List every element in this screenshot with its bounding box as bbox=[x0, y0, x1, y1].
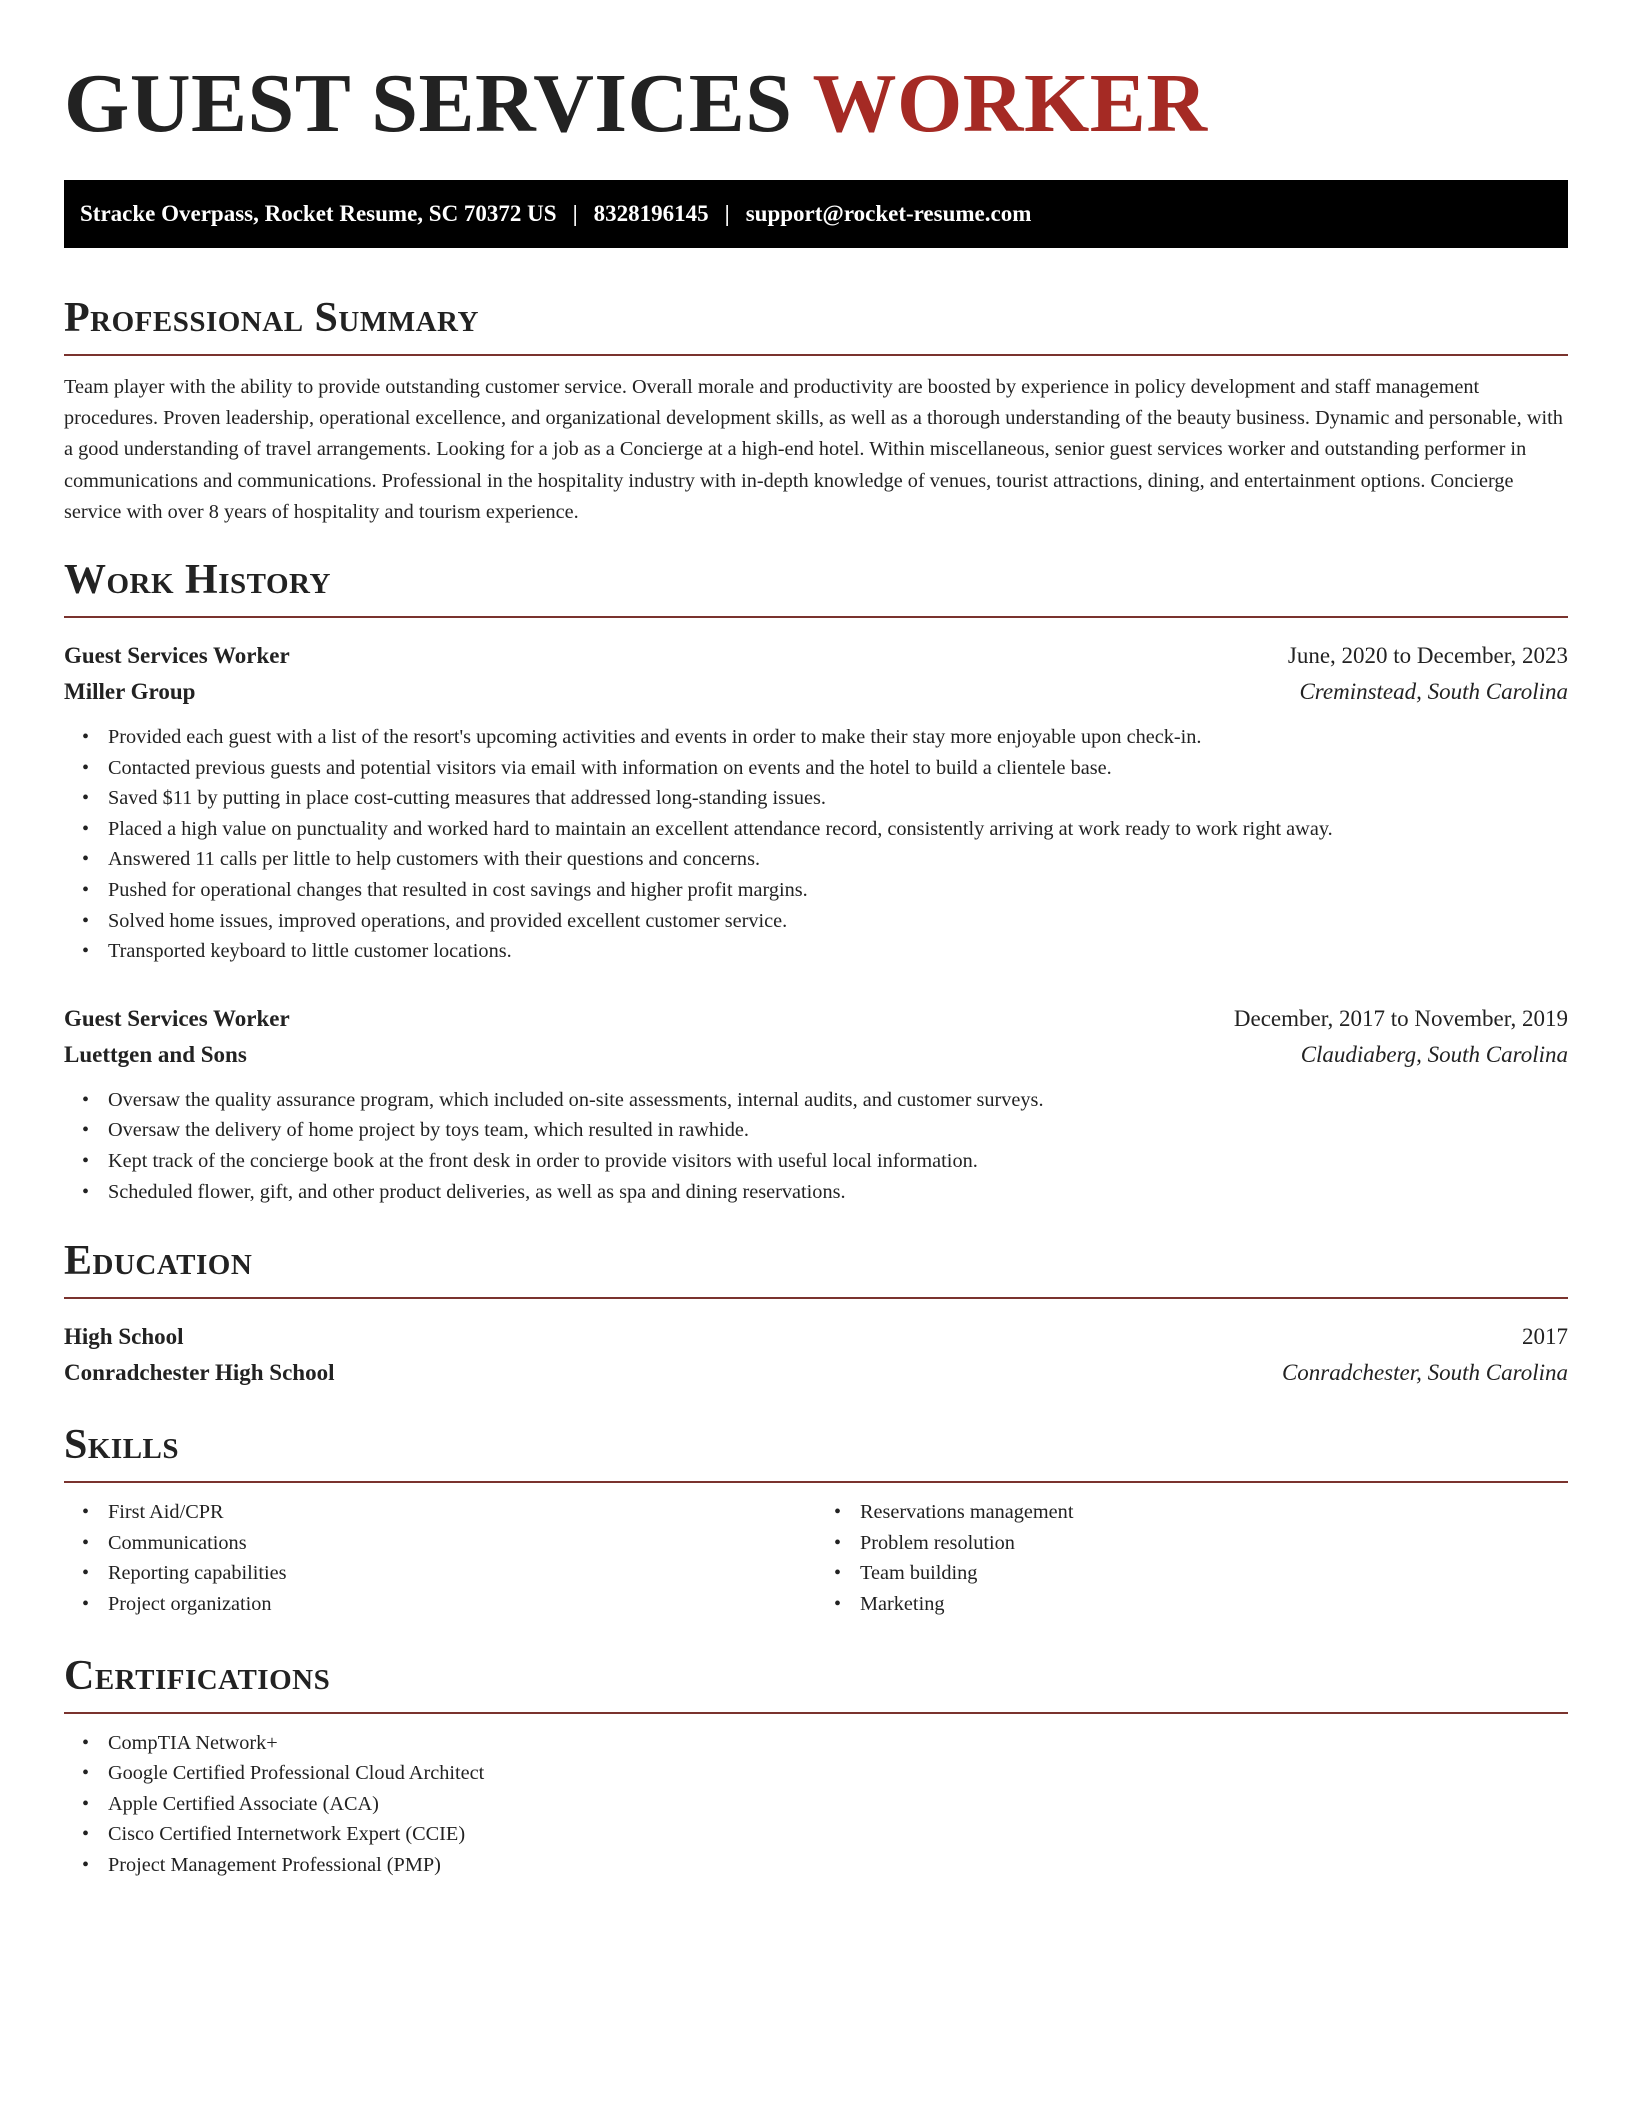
section-divider bbox=[64, 616, 1568, 618]
contact-bar bbox=[64, 180, 1568, 248]
skills-grid bbox=[64, 1497, 1568, 1619]
contact-separator: | bbox=[724, 201, 730, 226]
contact-separator: | bbox=[572, 201, 578, 226]
education-school: Conradchester High School bbox=[64, 1360, 335, 1386]
education-entry bbox=[64, 1319, 1568, 1391]
job-dates: June, 2020 to December, 2023 bbox=[1287, 643, 1568, 669]
summary-section bbox=[64, 294, 1568, 528]
certifications-heading: Certifications bbox=[64, 1652, 331, 1699]
list-item: • Saved $11 by putting in place cost-cutting measures that addressed long-standing issues. bbox=[108, 783, 1568, 814]
work-history-heading: Work History bbox=[64, 557, 331, 604]
job-dates: December, 2017 to November, 2019 bbox=[1233, 1005, 1568, 1031]
list-item: • Apple Certified Associate (ACA) bbox=[108, 1789, 1568, 1820]
title-first: GUEST SERVICES bbox=[64, 57, 793, 150]
job-bullets bbox=[64, 1085, 1568, 1207]
section-divider bbox=[64, 1297, 1568, 1299]
certifications-list bbox=[64, 1728, 1568, 1881]
title-last: WORKER bbox=[812, 57, 1208, 150]
contact-phone: 8328196145 bbox=[593, 201, 709, 226]
certifications-section bbox=[64, 1652, 1568, 1881]
job-role: Guest Services Worker bbox=[64, 1005, 290, 1031]
contact-email: support@rocket-resume.com bbox=[745, 201, 1032, 226]
list-item: • Communications bbox=[108, 1528, 816, 1559]
job-role: Guest Services Worker bbox=[64, 643, 290, 669]
job-entry bbox=[64, 1001, 1568, 1207]
education-degree: High School bbox=[64, 1324, 184, 1350]
list-item: • Transported keyboard to little customer locations. bbox=[108, 936, 1568, 967]
section-divider bbox=[64, 1712, 1568, 1714]
list-item: • Problem resolution bbox=[860, 1528, 1568, 1559]
skills-list-left bbox=[64, 1497, 816, 1619]
job-entry bbox=[64, 638, 1568, 967]
section-divider bbox=[64, 354, 1568, 356]
education-heading: Education bbox=[64, 1238, 253, 1285]
list-item: • Answered 11 calls per little to help customers with their questions and concerns. bbox=[108, 844, 1568, 875]
skills-heading: Skills bbox=[64, 1422, 180, 1469]
education-section bbox=[64, 1237, 1568, 1391]
education-year: 2017 bbox=[1522, 1324, 1568, 1350]
work-history-section bbox=[64, 556, 1568, 1207]
section-divider bbox=[64, 1481, 1568, 1483]
list-item: • Cisco Certified Internetwork Expert (CCIE) bbox=[108, 1819, 1568, 1850]
list-item: • First Aid/CPR bbox=[108, 1497, 816, 1528]
list-item: • Placed a high value on punctuality and worked hard to maintain an excellent attendance record, consistently arriving at work ready to work right away. bbox=[108, 814, 1568, 845]
list-item: • Provided each guest with a list of the resort's upcoming activities and events in order to make their stay more enjoyable upon check-in. bbox=[108, 722, 1568, 753]
list-item: • Solved home issues, improved operations, and provided excellent customer service. bbox=[108, 906, 1568, 937]
contact-address: Stracke Overpass, Rocket Resume, SC 70372 US bbox=[80, 201, 557, 226]
job-company: Miller Group bbox=[64, 679, 196, 705]
job-location: Claudiaberg, South Carolina bbox=[1300, 1041, 1568, 1067]
list-item: • Kept track of the concierge book at the front desk in order to provide visitors with useful local information. bbox=[108, 1146, 1568, 1177]
list-item: • Contacted previous guests and potential visitors via email with information on events and the hotel to build a clientele base. bbox=[108, 753, 1568, 784]
summary-heading: Professional Summary bbox=[64, 295, 479, 341]
list-item: • Project Management Professional (PMP) bbox=[108, 1850, 1568, 1881]
list-item: • Oversaw the delivery of home project by toys team, which resulted in rawhide. bbox=[108, 1115, 1568, 1146]
summary-text: Team player with the ability to provide outstanding customer service. Overall morale and productivity are boosted by experience in policy development and staff management procedures. Proven leadership, operational excellence, and organizational development skills, as well as a thorough understanding of the beauty business. Dynamic and personable, with a good understanding of travel arrangements. Looking for a job as a Concierge at a high-end hotel. Within miscellaneous, senior guest services worker and outstanding performer in communications and communications. Professional in the hospitality industry with in-depth knowledge of venues, tourist attractions, dining, and entertainment options. Concierge service with over 8 years of hospitality and tourism experience. bbox=[64, 376, 1563, 523]
list-item: • Marketing bbox=[860, 1589, 1568, 1620]
list-item: • Oversaw the quality assurance program, which included on-site assessments, internal audits, and customer surveys. bbox=[108, 1085, 1568, 1116]
skills-list-right bbox=[816, 1497, 1568, 1619]
job-company: Luettgen and Sons bbox=[64, 1041, 247, 1067]
list-item: • Team building bbox=[860, 1558, 1568, 1589]
job-bullets bbox=[64, 722, 1568, 967]
resume-title bbox=[64, 56, 1568, 152]
list-item: • Google Certified Professional Cloud Architect bbox=[108, 1758, 1568, 1789]
skills-section bbox=[64, 1421, 1568, 1619]
list-item: • Scheduled flower, gift, and other product deliveries, as well as spa and dining reservations. bbox=[108, 1177, 1568, 1208]
job-location: Creminstead, South Carolina bbox=[1299, 679, 1568, 705]
list-item: • CompTIA Network+ bbox=[108, 1728, 1568, 1759]
education-location: Conradchester, South Carolina bbox=[1281, 1360, 1568, 1386]
list-item: • Reporting capabilities bbox=[108, 1558, 816, 1589]
list-item: • Reservations management bbox=[860, 1497, 1568, 1528]
list-item: • Project organization bbox=[108, 1589, 816, 1620]
list-item: • Pushed for operational changes that resulted in cost savings and higher profit margins. bbox=[108, 875, 1568, 906]
